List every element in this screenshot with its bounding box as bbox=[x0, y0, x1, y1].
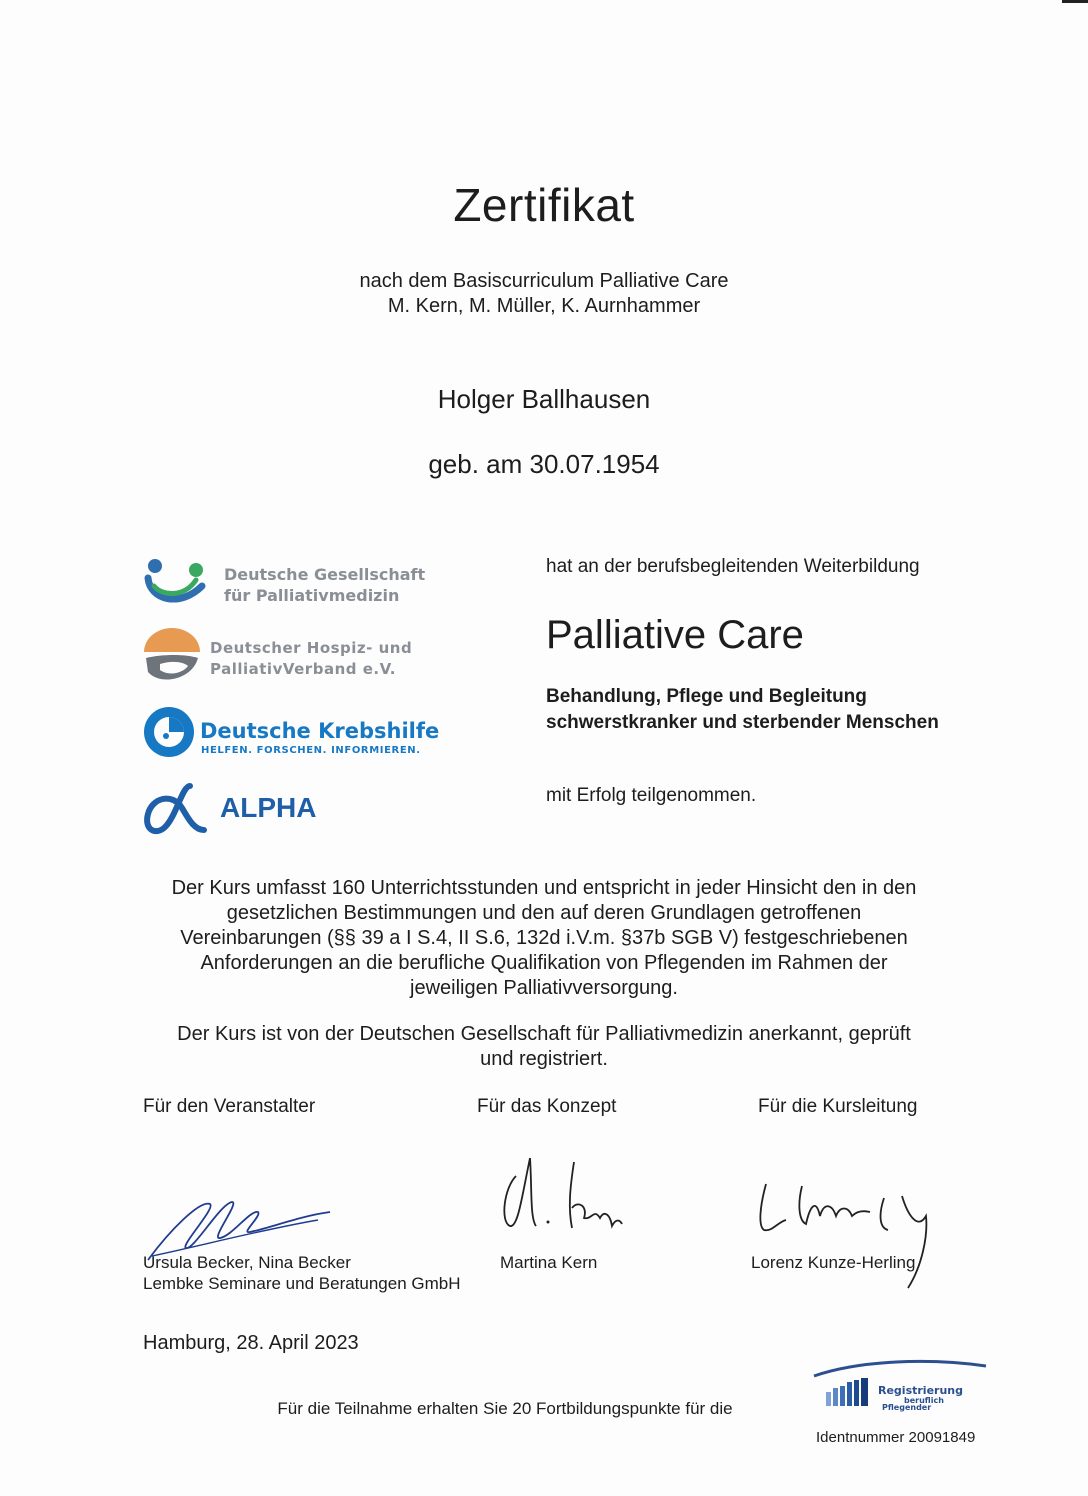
concept-heading: Für das Konzept bbox=[477, 1096, 617, 1117]
course-description bbox=[546, 684, 939, 736]
organizer-names: Ursula Becker, Nina Becker bbox=[143, 1253, 351, 1272]
certificate-title: Zertifikat bbox=[453, 179, 635, 231]
krebshilfe-logo bbox=[140, 705, 440, 765]
krebshilfe-emblem-icon bbox=[142, 705, 196, 759]
scope-line2: gesetzlichen Bestimmungen und den auf deren Grundlagen getroffenen bbox=[226, 902, 862, 924]
alpha-logo bbox=[140, 778, 400, 838]
dhpv-name-line2: PalliativVerband e.V. bbox=[210, 660, 396, 678]
dhpv-name-line1: Deutscher Hospiz- und bbox=[210, 639, 413, 657]
registration-logo-word: Registrierung bbox=[878, 1384, 963, 1397]
ident-number: Identnummer 20091849 bbox=[816, 1429, 976, 1446]
curriculum-authors: M. Kern, M. Müller, K. Aurnhammer bbox=[387, 295, 701, 317]
dhpv-logo bbox=[140, 628, 430, 688]
dgp-emblem-icon bbox=[140, 556, 210, 612]
lead-signature bbox=[752, 1176, 952, 1296]
course-intro: hat an der berufsbegleitenden Weiterbildung bbox=[546, 556, 920, 577]
course-description-line1: Behandlung, Pflege und Begleitung bbox=[546, 686, 867, 707]
lead-heading: Für die Kursleitung bbox=[758, 1096, 918, 1117]
accreditation-paragraph bbox=[140, 1022, 948, 1072]
course-description-line2: schwerstkranker und sterbender Menschen bbox=[546, 712, 939, 733]
curriculum-line: nach dem Basiscurriculum Palliative Care bbox=[359, 270, 729, 292]
dgp-name-line2: für Palliativmedizin bbox=[224, 586, 400, 605]
concept-signatory: Martina Kern bbox=[500, 1253, 598, 1272]
place-and-date: Hamburg, 28. April 2023 bbox=[143, 1332, 359, 1354]
course-name: Palliative Care bbox=[546, 613, 804, 657]
registration-logo bbox=[810, 1356, 990, 1416]
course-result: mit Erfolg teilgenommen. bbox=[546, 785, 757, 806]
course-scope-paragraph bbox=[140, 876, 948, 1001]
alpha-symbol-icon bbox=[142, 778, 208, 838]
recipient-name: Holger Ballhausen bbox=[437, 384, 651, 414]
registration-logo-beruflich: beruflich bbox=[904, 1396, 944, 1405]
dgp-logo bbox=[140, 556, 430, 616]
scope-line1: Der Kurs umfasst 160 Unterrichtsstunden und entspricht in jeder Hinsicht den in den bbox=[171, 877, 917, 899]
dgp-name-line1: Deutsche Gesellschaft bbox=[224, 565, 426, 584]
scope-line5: jeweiligen Palliativversorgung. bbox=[410, 977, 678, 999]
dhpv-emblem-icon bbox=[142, 628, 204, 686]
scope-line4: Anforderungen an die berufliche Qualifikation von Pflegenden im Rahmen der bbox=[200, 952, 888, 974]
birth-date: geb. am 30.07.1954 bbox=[428, 449, 660, 479]
concept-signature bbox=[496, 1148, 626, 1238]
krebshilfe-tagline: HELFEN. FORSCHEN. INFORMIEREN. bbox=[201, 745, 421, 756]
krebshilfe-name: Deutsche Krebshilfe bbox=[200, 719, 440, 743]
registration-logo-pflegender: Pflegender bbox=[882, 1403, 932, 1412]
accreditation-line2: und registriert. bbox=[480, 1048, 608, 1070]
training-points-note: Für die Teilnahme erhalten Sie 20 Fortbildungspunkte für die bbox=[277, 1399, 733, 1418]
alpha-name: ALPHA bbox=[220, 792, 317, 823]
organizer-signatory bbox=[143, 1252, 461, 1294]
organizer-company: Lembke Seminare und Beratungen GmbH bbox=[143, 1274, 461, 1293]
accreditation-line1: Der Kurs ist von der Deutschen Gesellschaft für Palliativmedizin anerkannt, geprüft bbox=[177, 1023, 911, 1045]
lead-signatory: Lorenz Kunze-Herling bbox=[751, 1253, 916, 1272]
scan-edge-mark bbox=[1062, 0, 1088, 3]
scope-line3: Vereinbarungen (§§ 39 a I S.4, II S.6, 132d i.V.m. §37b SGB V) festgeschriebenen bbox=[180, 927, 908, 949]
organizer-heading: Für den Veranstalter bbox=[143, 1096, 316, 1117]
